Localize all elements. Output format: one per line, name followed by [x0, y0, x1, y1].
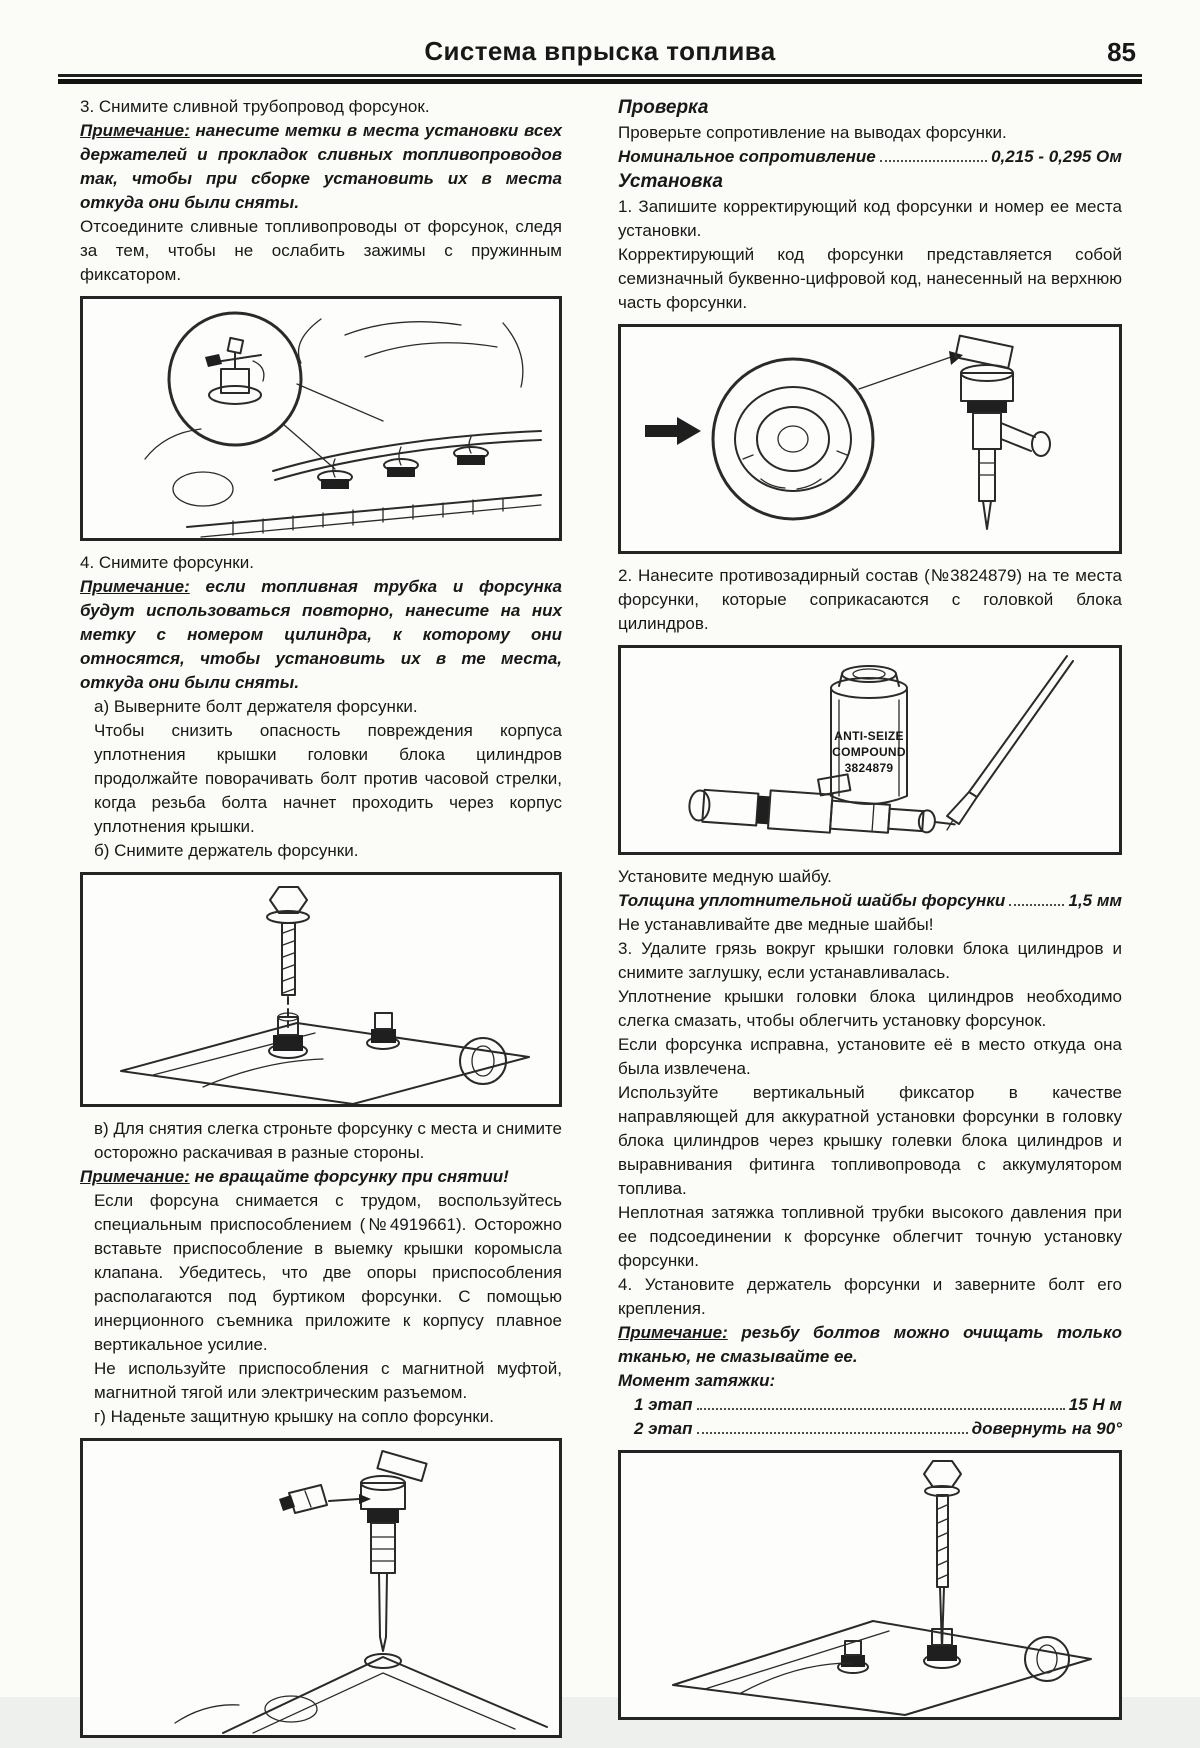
cylinder-head-icon	[673, 1621, 1091, 1715]
note-label: Примечание:	[80, 1167, 190, 1186]
figure-holder-bolt-removal	[80, 872, 562, 1107]
para-code-description: Корректирующий код форсунки представляется собой семизначный буквенно-цифровой код, нанесенный на верхнюю часть форсунки.	[618, 245, 1122, 312]
dot-leader	[697, 1408, 1065, 1410]
injector-icon	[269, 1013, 307, 1058]
code-callout	[645, 351, 963, 519]
cylinder-head-icon	[121, 1013, 529, 1104]
spec-value: 15 Н м	[1068, 1395, 1122, 1414]
can-label-line: 3824879	[844, 761, 894, 775]
injector-code-illustration	[621, 327, 1119, 551]
para-reinstall-same-place: Если форсунка исправна, установите её в место откуда она была извлечена.	[618, 1035, 1122, 1078]
valve-cover-ribs	[233, 498, 503, 535]
step-4-install-holder: 4. Установите держатель форсунки и заверните болт его крепления.	[618, 1275, 1122, 1318]
para-lubricate-seal: Уплотнение крышки головки блока цилиндров необходимо слегка смазать, чтобы облегчить установку форсунок.	[618, 987, 1122, 1030]
left-column	[80, 95, 562, 1748]
note-step-4	[80, 575, 562, 695]
spec-label: 1 этап	[634, 1395, 693, 1414]
para-no-magnet: Не используйте приспособления с магнитной муфтой, магнитной тягой или электрическим разъемом.	[94, 1359, 562, 1402]
para-copper-washer: Установите медную шайбу.	[618, 867, 832, 886]
injector-icon	[367, 1013, 399, 1049]
holder-bolt-icon	[267, 887, 309, 1027]
right-column	[618, 95, 1122, 1748]
note-text: нанесите метки в места установки всех держателей и прокладок сливных топливопроводов так, чтобы при сборке установить их в места откуда они были сняты.	[80, 121, 562, 212]
item-v: в) Для снятия слегка строньте форсунку с места и снимите осторожно раскачивая в разные стороны.	[94, 1119, 562, 1162]
figure-protective-cap	[80, 1438, 562, 1738]
cylinder-head-icon	[175, 1654, 547, 1733]
fuel-injector-icon	[955, 336, 1050, 529]
figure-engine-drain-pipes	[80, 296, 562, 541]
figure-anti-seize	[618, 645, 1122, 855]
note-text: резьбу болтов можно очищать только тканью, не смазывайте ее.	[618, 1323, 1122, 1366]
holder-bolt-install-illustration	[621, 1453, 1119, 1717]
spec-value: 0,215 - 0,295 Ом	[991, 147, 1122, 166]
note-label: Примечание:	[618, 1323, 728, 1342]
spec-nominal-resistance	[618, 145, 1122, 169]
dot-leader	[880, 160, 987, 162]
anti-seize-illustration	[621, 648, 1119, 852]
step-3-remove-drain-pipe: 3. Снимите сливной трубопровод форсунок.	[80, 97, 430, 116]
fuel-injector-horizontal-icon	[688, 764, 957, 842]
figure-injector-code	[618, 324, 1122, 554]
para-disconnect-pipes: Отсоедините сливные топливопроводы от форсунок, следя за тем, чтобы не ослабить зажимы с пружинным фиксатором.	[80, 217, 562, 284]
fuel-injector-icon	[361, 1451, 427, 1651]
torque-stage-1	[618, 1393, 1122, 1417]
dot-leader	[697, 1432, 968, 1434]
anti-seize-can-icon	[831, 666, 907, 804]
note-text: не вращайте форсунку при снятии!	[194, 1167, 509, 1186]
note-bolt-threads	[618, 1321, 1122, 1369]
note-step-3	[80, 119, 562, 215]
engine-drawing	[145, 319, 541, 537]
item-a: а) Выверните болт держателя форсунки.	[94, 697, 418, 716]
two-column-layout	[0, 84, 1200, 1748]
engine-illustration	[83, 299, 559, 538]
page-header	[0, 36, 1200, 67]
spec-value: довернуть на 90°	[971, 1419, 1122, 1438]
protective-cap-illustration	[83, 1441, 559, 1735]
note-item-v	[80, 1165, 562, 1189]
para-loose-tube: Неплотная затяжка топливной трубки высокого давления при ее подсоединении к форсунке облегчит точную установку форсунки.	[618, 1203, 1122, 1270]
step-2-anti-seize: 2. Нанесите противозадирный состав (№3824879) на те места форсунки, которые соприкасаются с головкой блока цилиндров.	[618, 566, 1122, 633]
figure-holder-bolt-install	[618, 1450, 1122, 1720]
can-label-line: ANTI-SEIZE	[834, 729, 904, 743]
protective-cap-icon	[279, 1485, 371, 1513]
step-1-record-code: 1. Запишите корректирующий код форсунки и номер ее места установки.	[618, 197, 1122, 240]
note-label: Примечание:	[80, 577, 190, 596]
para-special-tool: Если форсуна снимается с трудом, воспользуйтесь специальным приспособлением (№4919661). Осторожно вставьте приспособление в выемку крышки коромысла клапана. Убедитесь, что две опоры приспособления располагаются под буртиком форсунки. С помощью инерционного съемника приложите к корпусу плавное вертикальное усилие.	[94, 1191, 562, 1354]
spec-washer-thickness	[618, 889, 1122, 913]
arrow-icon	[645, 417, 701, 445]
page-title: Система впрыска топлива	[424, 36, 776, 66]
page-number: 85	[1107, 37, 1136, 67]
heading-install: Установка	[618, 171, 723, 192]
torque-stage-2	[618, 1417, 1122, 1441]
note-label: Примечание:	[80, 121, 190, 140]
para-no-two-washers: Не устанавливайте две медные шайбы!	[618, 915, 934, 934]
step-4-remove-injectors: 4. Снимите форсунки.	[80, 553, 254, 572]
torque-heading: Момент затяжки:	[618, 1371, 776, 1390]
holder-bolt-icon	[924, 1461, 961, 1649]
magnifier-callout-circle	[169, 313, 383, 469]
spec-label: 2 этап	[634, 1419, 693, 1438]
can-label-line: COMPOUND	[832, 745, 906, 759]
holder-bolt-illustration	[83, 875, 559, 1104]
step-3-clean-dirt: 3. Удалите грязь вокруг крышки головки блока цилиндров и снимите заглушку, если устанавливалась.	[618, 939, 1122, 982]
note-text: если топливная трубка и форсунка будут использоваться повторно, нанесите на них метку с номером цилиндра, к которому они относятся, чтобы установить их в те места, откуда они были сняты.	[80, 577, 562, 692]
injector-outlet	[1001, 423, 1050, 456]
brush-icon	[947, 656, 1073, 830]
para-vertical-fixture: Используйте вертикальный фиксатор в качестве направляющей для аккуратной установки форсунки в головку блока цилиндров через крышку голевки блока цилиндров и выравнивания фитинга топливопровода с аккумулятором топлива.	[618, 1083, 1122, 1198]
spec-label: Номинальное сопротивление	[618, 147, 876, 166]
dot-leader	[1009, 904, 1064, 906]
heading-check: Проверка	[618, 97, 709, 118]
header-rule-thin	[58, 74, 1142, 77]
item-b: б) Снимите держатель форсунки.	[94, 841, 359, 860]
spec-label: Толщина уплотнительной шайбы форсунки	[618, 891, 1006, 910]
item-g: г) Наденьте защитную крышку на сопло форсунки.	[94, 1407, 495, 1426]
para-check-resistance: Проверьте сопротивление на выводах форсунки.	[618, 123, 1007, 142]
para-a: Чтобы снизить опасность повреждения корпуса уплотнения крышки головки блока цилиндров продолжайте поворачивать болт против часовой стрелки, когда резьба болта начнет проходить через корпус уплотнения крышки.	[94, 721, 562, 836]
spec-value: 1,5 мм	[1068, 891, 1122, 910]
